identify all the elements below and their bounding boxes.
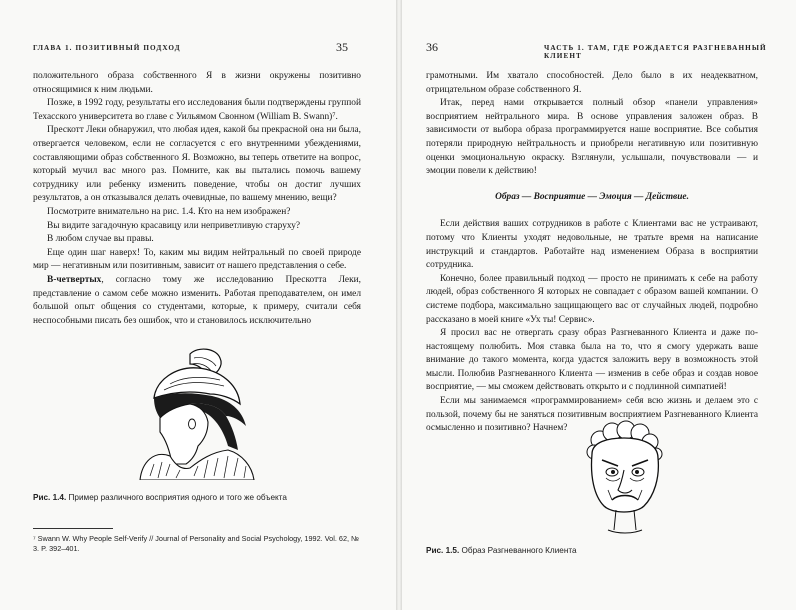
formula-line: Образ — Восприятие — Эмоция — Действие. [495, 191, 689, 202]
body-text [33, 70, 361, 328]
paragraph: Итак, перед нами открывается полный обзор «панели управления» восприятием нейтрального мира. В основе управления заложен образ. В зависимости от выбора образа программируется наше восприятие. Все события потеряли природную нейтральность и приобрели негативную или позитивную оценки эмоциональную окраску. Взглянули, услышали, почувствовали — и эмоции повели к действию! [426, 98, 758, 177]
woman-illusion-drawing-icon [120, 346, 270, 480]
caption-text: Образ Разгневанного Клиента [461, 546, 577, 555]
caption-label: Рис. 1.5. [426, 546, 460, 555]
body-text [426, 70, 758, 436]
paragraph: В-четвертых, согласно тому же исследованию Прескотта Леки, представление о самом себе можно изменить. Работая преподавателем, он имел большой опыт общения со студентами, которые, к примеру, считали себя неспособными писать без ошибок, что и становилось исключительно [33, 274, 361, 326]
page-number: 35 [336, 40, 348, 54]
right-page [402, 0, 796, 610]
paragraph: Прескотт Леки обнаружил, что любая идея, какой бы прекрасной она ни была, отвергается человеком, если не согласуется с его внутренними убеждениями, составляющими образ собственного Я. Возможно, вы теперь ответите на вопрос, который мучил вас много раз. Помните, как вы пытались помочь вашему сотруднику или ребенку изменить поведение, чтобы он достиг лучших результатов, а он отказывался делать очевидные, по вашему мнению, вещи? [33, 125, 361, 204]
figure-caption [33, 492, 363, 503]
footnote-rule [33, 528, 113, 529]
paragraph: грамотными. Им хватало способностей. Дело было в их неадекватном, отрицательном образе собственного Я. [426, 71, 758, 95]
footnote [33, 534, 363, 554]
caption-label: Рис. 1.4. [33, 493, 67, 502]
emphasis-lead: В-четвертых [47, 274, 102, 285]
paragraph: В любом случае вы правы. [47, 234, 154, 245]
left-page [0, 0, 396, 610]
paragraph: Посмотрите внимательно на рис. 1.4. Кто на нем изображен? [47, 206, 291, 217]
running-head: ГЛАВА 1. ПОЗИТИВНЫЙ ПОДХОД [33, 44, 181, 52]
figure-caption [426, 545, 726, 556]
footnote-mark: ⁷ [33, 534, 36, 543]
paragraph: Я просил вас не отвергать сразу образ Разгневанного Клиента и даже по-настоящему полюбить. Моя ставка была на то, что я смогу удержать ваше внимание до такого момента, когда удастся заложить веру в возможность этой мысли. Полюбив Разгневанного Клиента — изменив в себе образ и создав новое восприятие, — мы сможем действовать открыто и с подлинной симпатией! [426, 328, 758, 393]
paragraph: Если мы занимаемся «программированием» себя всю жизнь и делаем это с пользой, почему бы не заняться позитивным восприятием Разгневанного Клиента осмысленно и позитивно? Начнем? [426, 396, 758, 434]
caption-text: Пример различного восприятия одного и того же объекта [68, 493, 287, 502]
paragraph: Позже, в 1992 году, результаты его исследования были подтверждены группой Техасского университета во главе с Уильямом Свонном (William B. Swann)⁷. [33, 98, 361, 122]
angry-client-drawing-icon [578, 420, 670, 538]
paragraph: Вы видите загадочную красавицу или неприветливую старуху? [47, 220, 301, 231]
page-number: 36 [426, 40, 438, 54]
running-head: ЧАСТЬ 1. ТАМ, ГДЕ РОЖДАЕТСЯ РАЗГНЕВАННЫЙ КЛИЕНТ [544, 44, 767, 60]
footnote-text: Swann W. Why People Self-Verify // Journal of Personality and Social Psychology, 1992. Vol. 62, № 3. P. 392–401. [33, 534, 359, 553]
paragraph: Если действия ваших сотрудников в работе с Клиентами вас не устраивают, потому что Клиенты уходят недовольные, не тратьте время на написание инструкций и стандартов. Работайте над изменением Образа в восприятии сотрудника. [426, 219, 758, 271]
paragraph: Конечно, более правильный подход — просто не принимать к себе на работу людей, образ собственного Я которых не совпадает с образом вашей компании. О системе подбора, максимально защищающего вас от случайных людей, подробно рассказано в моей книге «Ух ты! Сервис». [426, 273, 758, 325]
paragraph: положительного образа собственного Я в жизни окружены позитивно относящимися к ним людьми. [33, 71, 361, 95]
paragraph: Еще один шаг наверх! То, каким мы видим нейтральный по своей природе мир — негативным или позитивным, зависит от нашего представления о себе. [33, 247, 361, 272]
